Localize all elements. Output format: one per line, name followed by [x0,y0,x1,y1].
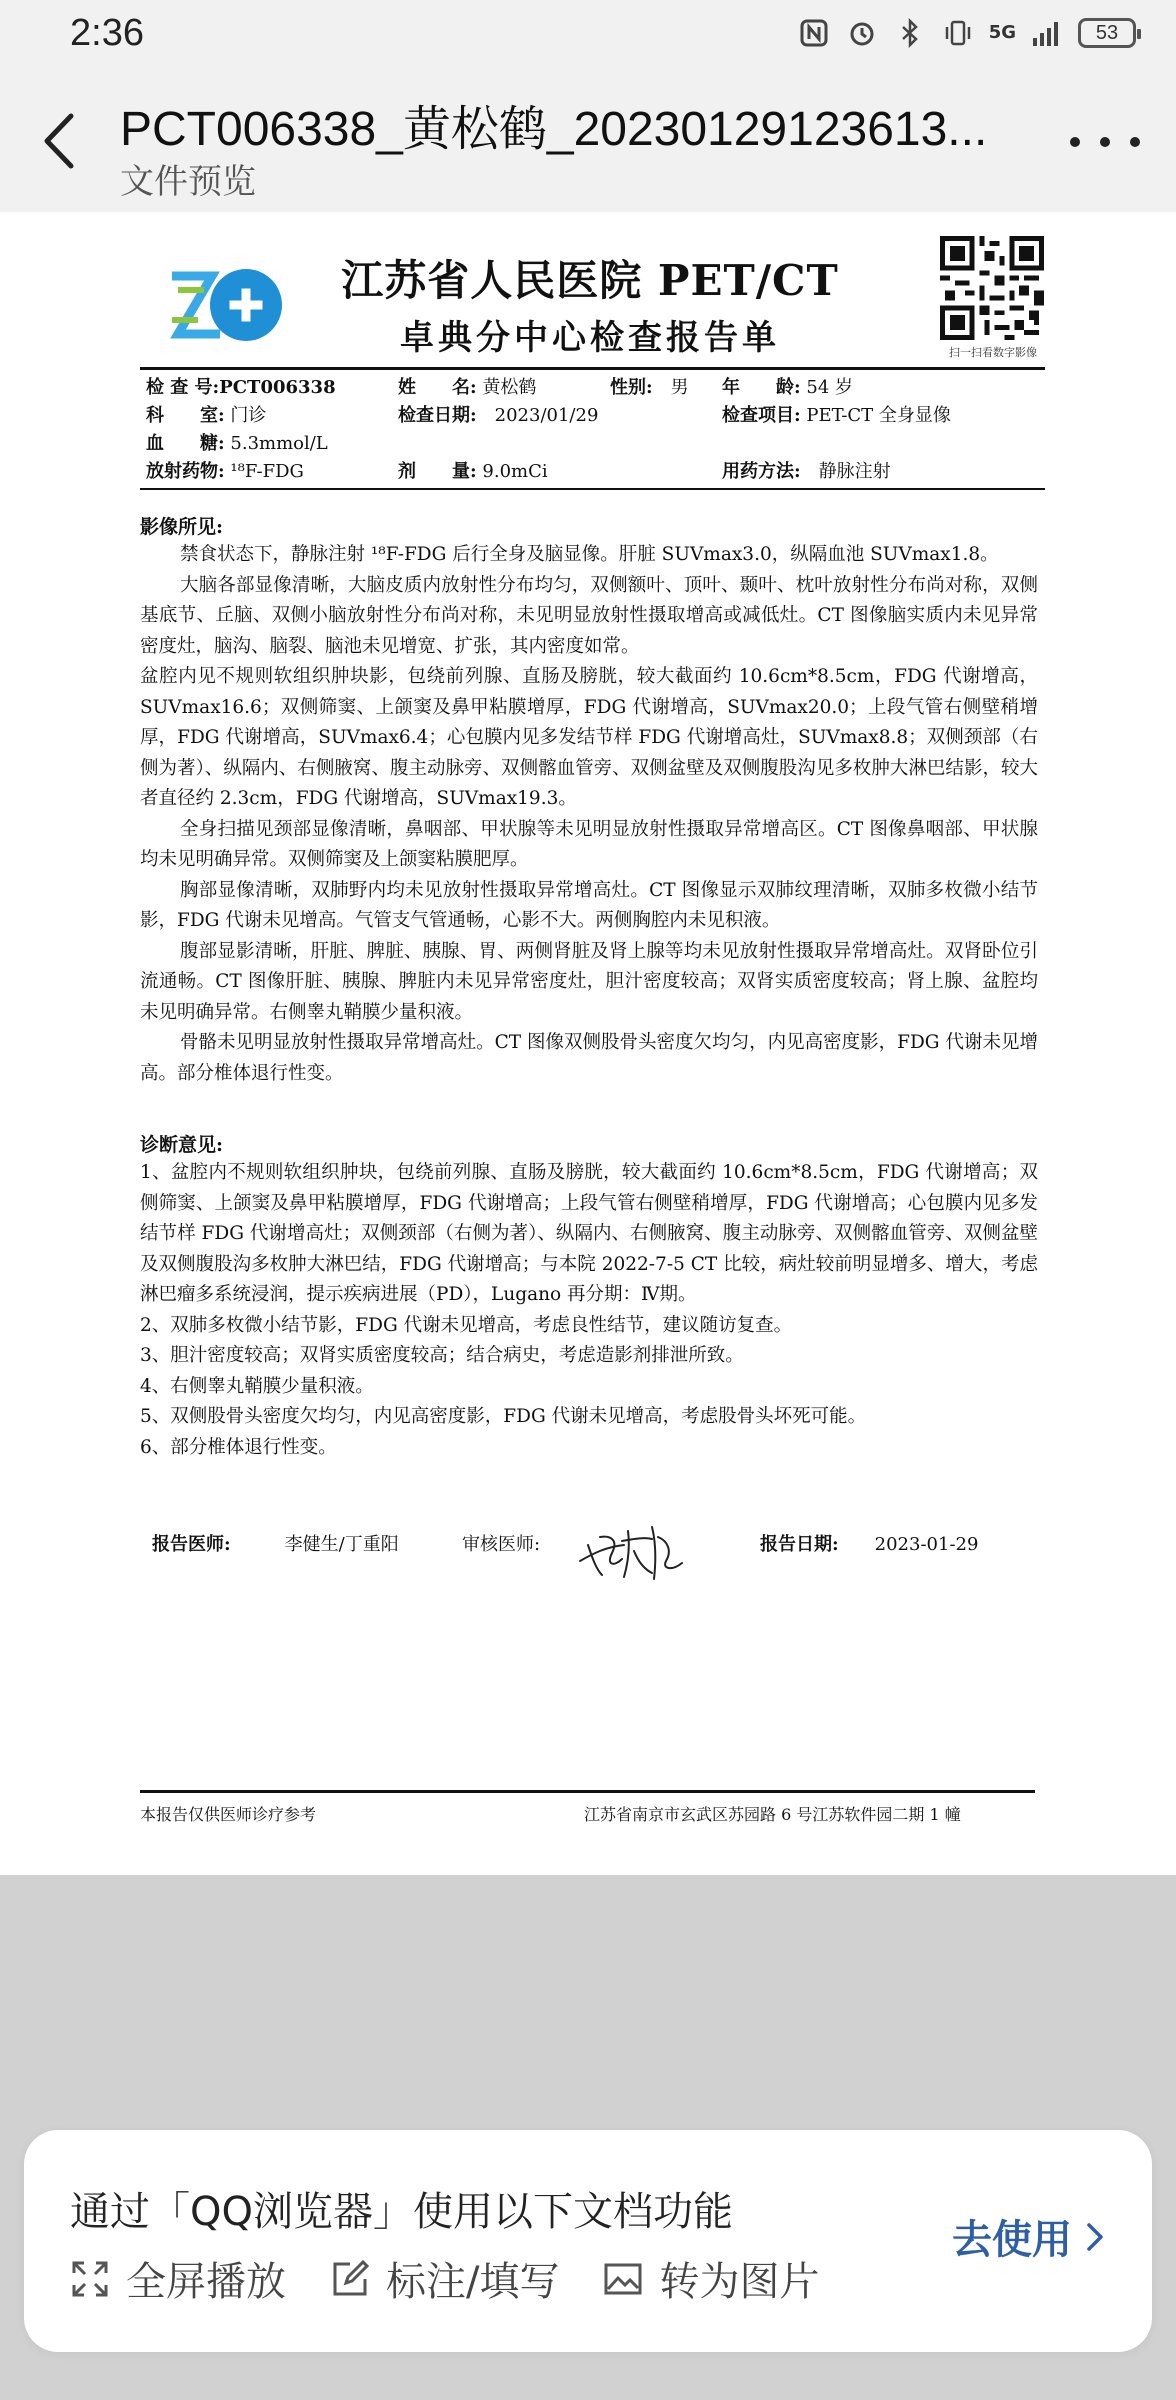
promo-title: 通过「QQ浏览器」使用以下文档功能 [70,2189,733,2235]
diagnosis-heading: 诊断意见: [140,1134,224,1156]
nfc-icon [797,16,831,50]
diagnosis-item: 3、胆汁密度较高；双肾实质密度较高；结合病史，考虑造影剂排泄所致。 [140,1345,744,1366]
status-bar [0,0,1176,70]
chevron-right-icon [1086,2222,1104,2252]
info-rule [140,488,1045,490]
image-icon [603,2259,643,2299]
patient-age: 年 龄: 54 岁 [722,377,854,398]
dot-icon [1100,137,1110,147]
signal-icon [1030,16,1064,50]
findings-paragraph: 大脑各部显像清晰，大脑皮质内放射性分布均匀，双侧额叶、顶叶、颞叶、枕叶放射性分布尚对称，双侧基底节、丘脑、双侧小脑放射性分布尚对称，未见明显放射性摄取增高或减低灶。CT 图像脑实质内未见异常密度灶，脑沟、脑裂、脑池未见增宽、扩张，其内密度如常。 [140,574,1038,657]
blood-glucose: 血 糖: 5.3mmol/L [146,433,328,454]
battery-indicator: 53 [1078,18,1136,48]
footer-address: 江苏省南京市玄武区苏园路 6 号江苏软件园二期 1 幢 [584,1805,961,1824]
report-doctor: 报告医师: 李健生/丁重阳 [152,1534,399,1555]
back-button[interactable] [28,106,88,176]
qq-browser-promo-card[interactable] [24,2130,1152,2352]
convert-to-image-button[interactable] [603,2250,819,2307]
diagnosis-item: 4、右侧睾丸鞘膜少量积液。 [140,1375,374,1397]
diagnosis-text [140,1158,1038,1463]
exam-date: 检查日期: 2023/01/29 [398,405,599,426]
diagnosis-item: 2、双肺多枚微小结节影，FDG 代谢未见增高，考虑良性结节，建议随访复查。 [140,1314,793,1336]
promo-actions [70,2250,819,2307]
findings-text [140,540,1038,1089]
patient-sex: 性别: 男 [610,377,689,398]
footer-disclaimer: 本报告仅供医师诊疗参考 [140,1805,317,1824]
administration-method: 用药方法: 静脉注射 [722,461,891,482]
network-type: 5G [988,22,1016,43]
annotate-fill-label: 标注/填写 [386,2259,560,2305]
go-use-label: 去使用 [952,2217,1072,2263]
annotate-fill-button[interactable] [330,2250,559,2307]
status-time: 2:36 [70,12,144,54]
alarm-icon [845,16,879,50]
exam-number: 检 查 号:PCT006338 [146,377,336,398]
file-subtitle: 文件预览 [120,162,256,202]
qr-code[interactable] [940,236,1044,340]
findings-paragraph: 胸部显像清晰，双肺野内均未见放射性摄取异常增高灶。CT 图像显示双肺纹理清晰，双肺多枚微小结节影，FDG 代谢未见增高。气管支气管通畅，心影不大。两侧胸腔内未见积液。 [140,879,1038,931]
findings-heading: 影像所见: [140,516,224,538]
chevron-left-icon [41,112,75,170]
department: 科 室: 门诊 [146,405,267,426]
findings-paragraph: 腹部显影清晰，肝脏、脾脏、胰腺、胃、两侧肾脏及肾上腺等均未见放射性摄取异常增高灶。双肾卧位引流通畅。CT 图像肝脏、胰腺、脾脏内未见异常密度灶，胆汁密度较高；双肾实质密度较高；肾上腺、盆腔均未见明确异常。右侧睾丸鞘膜少量积液。 [140,940,1038,1023]
diagnosis-item: 1、盆腔内不规则软组织肿块，包绕前列腺、直肠及膀胱，较大截面约 10.6cm*8.5cm，FDG 代谢增高；双侧筛窦、上颌窦及鼻甲粘膜增厚，FDG 代谢增高；上段气管右侧壁稍增厚，FDG 代谢增高；心包膜内见多发结节样 FDG 代谢增高灶；双侧颈部（右侧为著）、纵隔内、右侧腋窝、腹主动脉旁、双侧髂血管旁、双侧盆壁及双侧腹股沟多枚肿大淋巴结，FDG 代谢增高；与本院 2022-7-5 CT 比较，病灶较前明显增多、增大，考虑淋巴瘤多系统浸润，提示疾病进展（PD），Lugano 再分期：Ⅳ期。 [140,1162,1038,1305]
more-options-button[interactable] [1070,122,1140,162]
fullscreen-icon [70,2259,110,2299]
convert-to-image-label: 转为图片 [659,2259,820,2305]
reviewer-label: 审核医师: [462,1534,541,1555]
edit-icon [330,2259,370,2299]
exam-item: 检查项目: PET-CT 全身显像 [722,405,951,426]
diagnosis-item: 5、双侧股骨头密度欠均匀，内见高密度影，FDG 代谢未见增高，考虑股骨头坏死可能。 [140,1406,867,1427]
hospital-name: 江苏省人民医院 PET/CT [341,256,839,305]
dot-icon [1070,137,1080,147]
findings-paragraph: 骨骼未见明显放射性摄取异常增高灶。CT 图像双侧股骨头密度欠均匀，内见高密度影，FDG 代谢未见增高。部分椎体退行性变。 [140,1032,1038,1084]
footer-rule [140,1790,1035,1793]
radiopharmaceutical: 放射药物: ¹⁸F-FDG [146,461,304,482]
dot-icon [1130,137,1140,147]
reviewer-signature [572,1517,692,1583]
hospital-logo [168,262,288,348]
vibrate-icon [941,16,975,50]
bluetooth-icon [893,16,927,50]
patient-name: 姓 名: 黄松鹤 [398,377,537,398]
file-title: PCT006338_黄松鹤_20230129123613... [120,103,988,156]
findings-paragraph: 禁食状态下，静脉注射 ¹⁸F-FDG 后行全身及脑显像。肝脏 SUVmax3.0，纵隔血池 SUVmax1.8。 [180,544,999,565]
status-icons [797,16,1136,50]
fullscreen-play-label: 全屏播放 [126,2259,286,2305]
dose: 剂 量: 9.0mCi [398,461,548,482]
app-header [0,70,1176,212]
findings-paragraph: 盆腔内见不规则软组织肿块影，包绕前列腺、直肠及膀胱，较大截面约 10.6cm*8.5cm，FDG 代谢增高，SUVmax16.6；双侧筛窦、上颌窦及鼻甲粘膜增厚，FDG 代谢增高，SUVmax20.0；上段气管右侧壁稍增厚，FDG 代谢增高，SUVmax6.4；心包膜内见多发结节样 FDG 代谢增高灶，SUVmax8.8；双侧颈部（右侧为著）、纵隔内、右侧腋窝、腹主动脉旁、双侧髂血管旁、双侧盆壁及双侧腹股沟见多枚肿大淋巴结影，较大者直径约 2.3cm，FDG 代谢增高，SUVmax19.3。 [140,666,1038,809]
header-rule [140,367,1045,370]
diagnosis-item: 6、部分椎体退行性变。 [140,1436,337,1458]
document-page[interactable] [0,212,1176,1875]
report-date: 报告日期: 2023-01-29 [760,1534,979,1555]
fullscreen-play-button[interactable] [70,2250,286,2307]
findings-paragraph: 全身扫描见颈部显像清晰，鼻咽部、甲状腺等未见明显放射性摄取异常增高区。CT 图像鼻咽部、甲状腺均未见明确异常。双侧筛窦及上颌窦粘膜肥厚。 [140,818,1038,870]
report-title: 卓典分中心检查报告单 [400,318,780,358]
qr-caption: 扫一扫看数字影像 [949,346,1037,359]
go-use-button[interactable] [952,2208,1104,2265]
